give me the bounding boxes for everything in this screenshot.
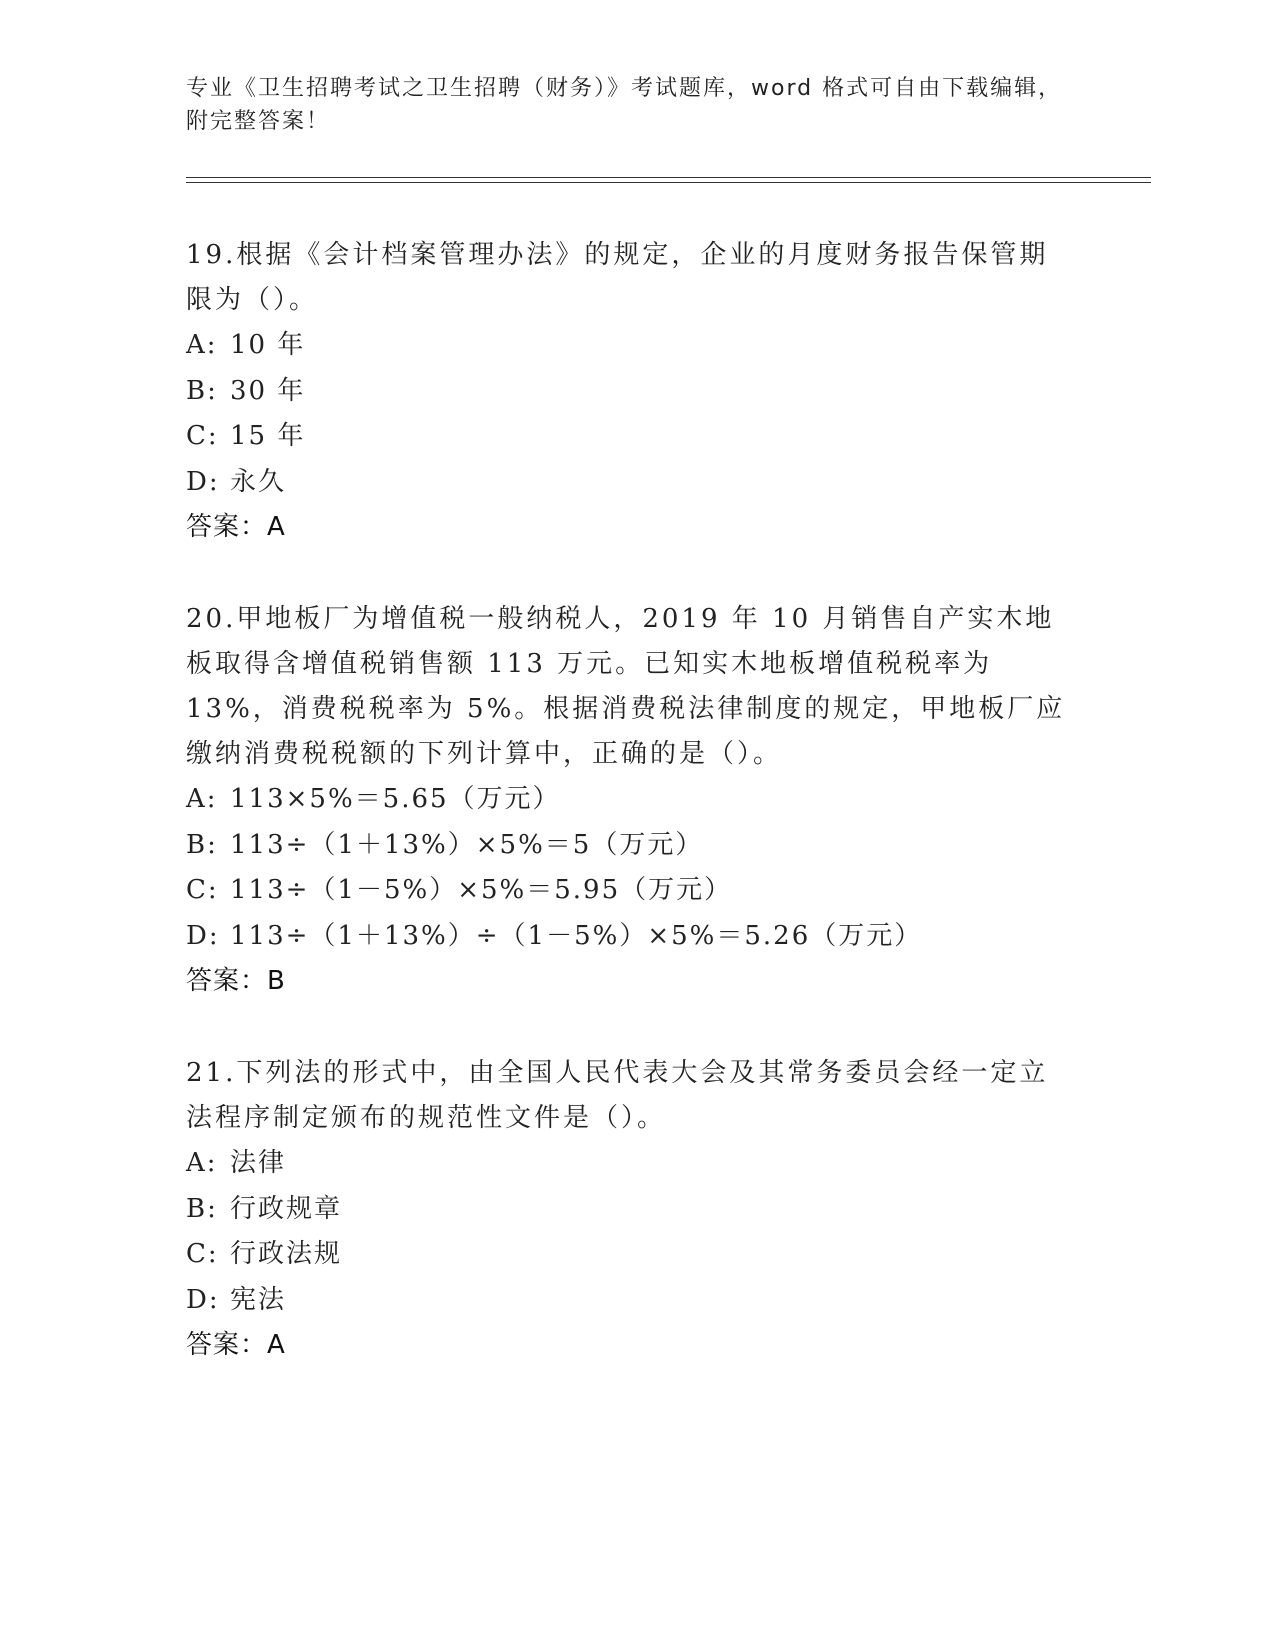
option-key: D: xyxy=(186,920,220,951)
option-text: 宪法 xyxy=(230,1284,287,1315)
option-a xyxy=(186,1141,1076,1187)
option-text: 113÷（1－5%）×5%＝5.95（万元） xyxy=(230,875,733,905)
option-key: B: xyxy=(186,829,218,860)
option-text: 行政规章 xyxy=(230,1193,343,1224)
option-b xyxy=(186,369,1076,415)
option-text: 30 年 xyxy=(230,375,306,406)
option-key: A: xyxy=(186,784,218,814)
question-20 xyxy=(186,597,1076,1004)
option-key: D: xyxy=(186,466,220,497)
question-stem: 20.甲地板厂为增值税一般纳税人，2019 年 10 月销售自产实木地板取得含增值税销售额 113 万元。已知实木地板增值税税率为 13%，消费税税率为 5%。根据消费税法律制度的规定，甲地板厂应缴纳消费税税额的下列计算中，正确的是（）。 xyxy=(186,604,1066,769)
option-key: C: xyxy=(186,421,219,451)
option-d xyxy=(186,914,1076,960)
option-key: C: xyxy=(186,1239,219,1269)
option-key: A: xyxy=(186,330,218,360)
answer-line: 答案：B xyxy=(186,966,286,996)
option-key: B: xyxy=(186,1193,218,1224)
header-rule-bottom xyxy=(186,182,1151,183)
option-text: 113÷（1＋13%）×5%＝5（万元） xyxy=(230,829,704,860)
option-text: 行政法规 xyxy=(230,1239,343,1269)
option-a xyxy=(186,323,1076,369)
option-c xyxy=(186,1232,1076,1278)
header-rule-top xyxy=(186,177,1151,178)
option-key: B: xyxy=(186,375,218,406)
option-key: D: xyxy=(186,1284,220,1315)
question-stem: 19.根据《会计档案管理办法》的规定，企业的月度财务报告保管期限为（）。 xyxy=(186,240,1049,315)
option-text: 113÷（1＋13%）÷（1－5%）×5%＝5.26（万元） xyxy=(230,920,923,951)
document-header: 专业《卫生招聘考试之卫生招聘（财务）》考试题库，word 格式可自由下载编辑，附完整答案！ xyxy=(186,76,1063,134)
option-text: 永久 xyxy=(230,466,287,497)
option-text: 10 年 xyxy=(230,330,306,360)
option-c xyxy=(186,868,1076,914)
option-c xyxy=(186,414,1076,460)
option-b xyxy=(186,1187,1076,1233)
option-text: 法律 xyxy=(230,1148,287,1178)
answer-line: 答案：A xyxy=(186,1330,286,1360)
option-d xyxy=(186,460,1076,506)
answer-line: 答案：A xyxy=(186,512,286,542)
question-19 xyxy=(186,233,1076,550)
option-key: C: xyxy=(186,875,219,905)
option-b xyxy=(186,823,1076,869)
option-a xyxy=(186,777,1076,823)
option-text: 113×5%＝5.65（万元） xyxy=(230,784,561,814)
question-21 xyxy=(186,1051,1076,1368)
question-stem: 21.下列法的形式中，由全国人民代表大会及其常务委员会经一定立法程序制定颁布的规范性文件是（）。 xyxy=(186,1058,1049,1133)
option-text: 15 年 xyxy=(230,421,306,451)
option-d xyxy=(186,1278,1076,1324)
option-key: A: xyxy=(186,1148,218,1178)
